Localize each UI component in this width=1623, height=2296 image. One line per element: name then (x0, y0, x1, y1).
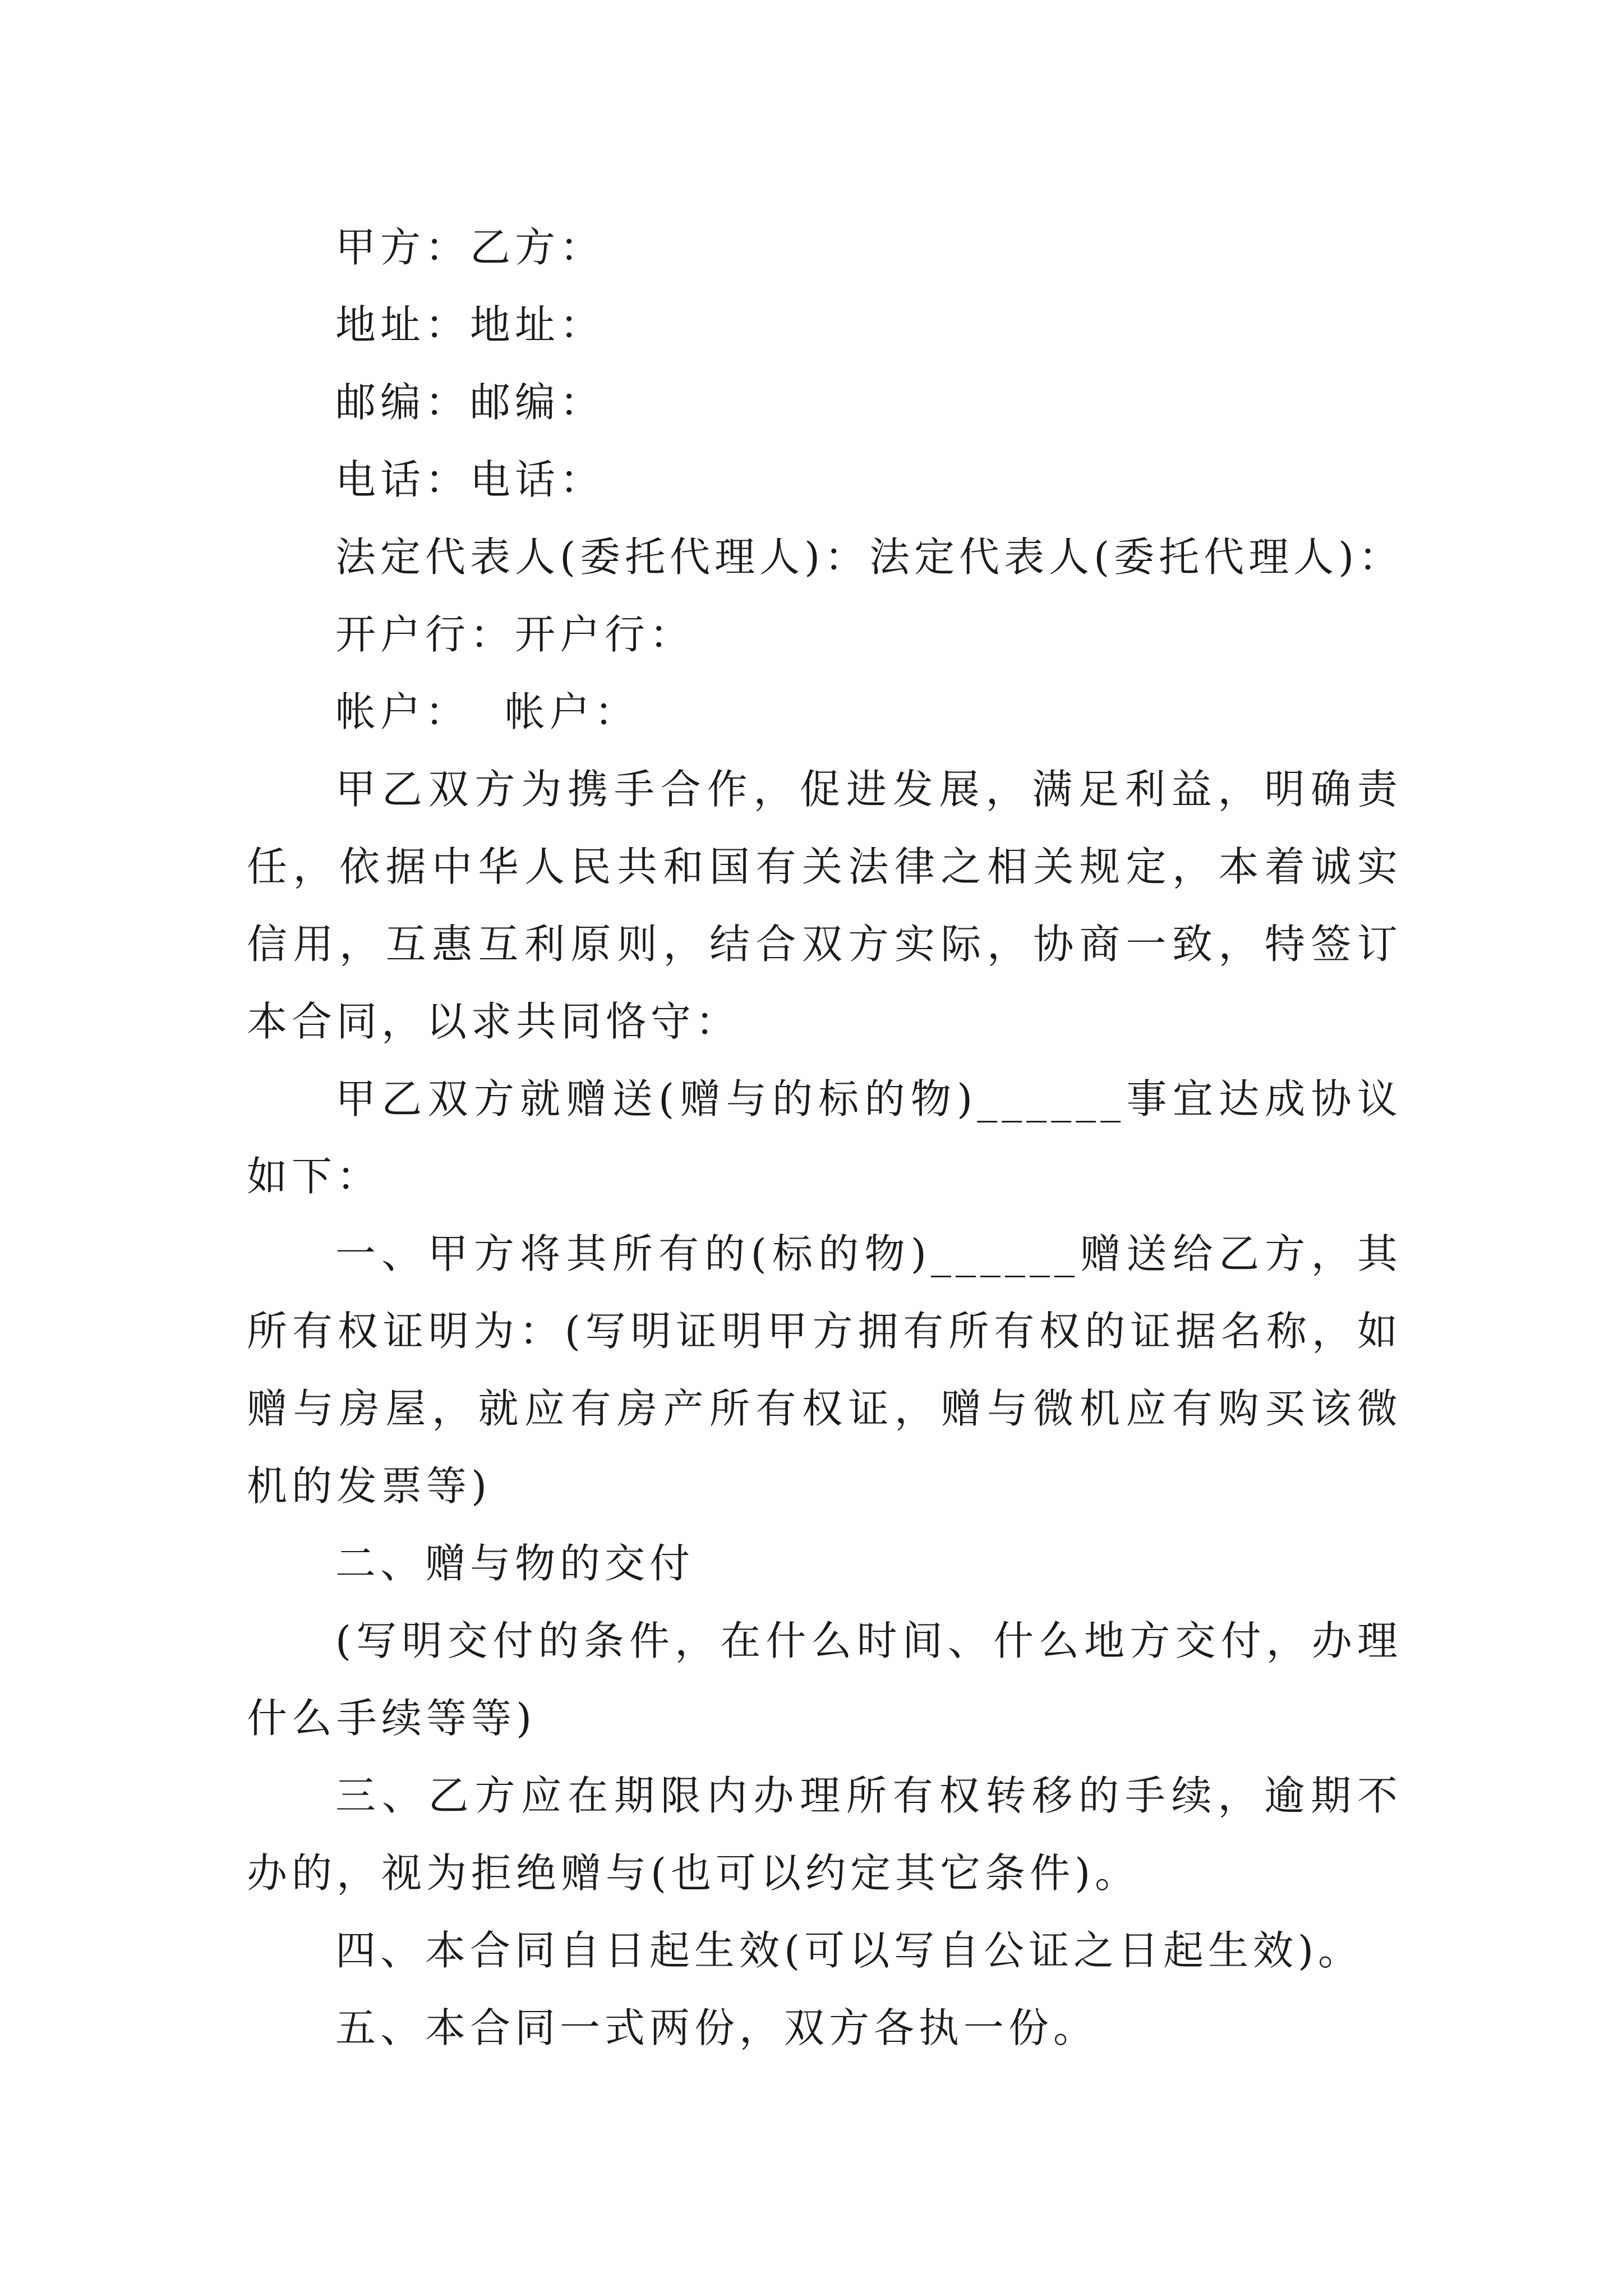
preamble-paragraph: 甲乙双方为携手合作，促进发展，满足利益，明确责任，依据中华人民共和国有关法律之相关规定，本着诚实信用，互惠互利原则，结合双方实际，协商一致，特签订本合同，以求共同恪守： (247, 766, 1402, 1045)
clause-3-paragraph: 三、乙方应在期限内办理所有权转移的手续，逾期不办的，视为拒绝赠与(也可以约定其它条件)。 (247, 1772, 1402, 1897)
representative-line: 法定代表人(委托代理人)：法定代表人(委托代理人)： (335, 533, 1404, 581)
clause-5-paragraph: 五、本合同一式两份，双方各执一份。 (335, 2004, 1099, 2051)
agreement-paragraph: 甲乙双方就赠送(赠与的标的物)______事宜达成协议如下： (247, 1075, 1402, 1200)
clause-4-paragraph: 四、本合同自日起生效(可以写自公证之日起生效)。 (335, 1927, 1363, 1974)
clause-1-paragraph: 一、甲方将其所有的(标的物)______赠送给乙方，其所有权证明为：(写明证明甲方拥有所有权的证据名称，如赠与房屋，就应有房产所有权证，赠与微机应有购买该微机的发票等) (247, 1230, 1402, 1510)
bank-line: 开户行：开户行： (335, 611, 695, 658)
account-line: 帐户： 帐户： (335, 688, 639, 735)
address-line: 地址：地址： (335, 301, 605, 348)
postcode-line: 邮编：邮编： (335, 379, 605, 426)
clause-2-title: 二、赠与物的交付 (335, 1540, 695, 1587)
contract-body (247, 209, 1402, 2067)
phone-line: 电话：电话： (335, 456, 605, 503)
parties-line: 甲方：乙方： (335, 224, 605, 271)
clause-2-paragraph: (写明交付的条件，在什么时间、什么地方交付，办理什么手续等等) (247, 1617, 1402, 1742)
